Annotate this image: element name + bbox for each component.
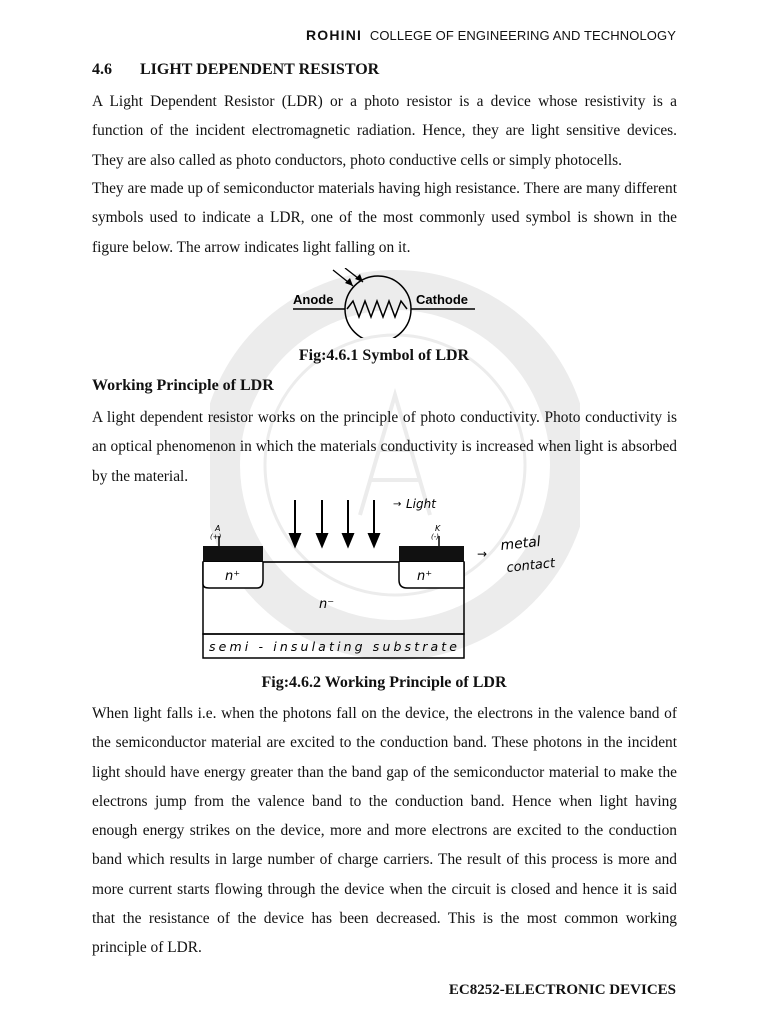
college-brand: ROHINI <box>305 27 363 43</box>
substrate-label: semi - insulating substrate <box>209 639 457 654</box>
right-metal-contact <box>399 546 464 562</box>
college-name: COLLEGE OF ENGINEERING AND TECHNOLOGY <box>369 28 676 43</box>
section-title: LIGHT DEPENDENT RESISTOR <box>140 61 380 78</box>
course-footer: EC8252-ELECTRONIC DEVICES <box>448 982 676 998</box>
resistor-zigzag <box>347 301 407 317</box>
left-n-plus-label: n⁺ <box>225 569 241 584</box>
cathode-terminal-sign: (-) <box>431 533 439 541</box>
cathode-label: Cathode <box>416 292 468 307</box>
anode-terminal-letter: A <box>215 524 221 533</box>
figure1-caption: Fig:4.6.1 Symbol of LDR <box>298 347 470 364</box>
left-metal-contact <box>203 546 263 562</box>
working-paragraph: A light dependent resistor works on the principle of photo conductivity. Photo conductivity is an optical phenomenon in which the materials conductivity is increased when light is absorbed by the material. <box>92 409 677 485</box>
ldr-symbol-figure <box>285 268 485 338</box>
light-arrowhead-1 <box>345 278 353 286</box>
metal-label: metal <box>499 533 542 554</box>
working-principle-heading: Working Principle of LDR <box>92 377 274 394</box>
incident-light-arrowhead-1 <box>290 534 300 546</box>
intro-paragraph-2: They are made up of semiconductor materials having high resistance. There are many different symbols used to indicate a LDR, one of the most commonly used symbol is shown in the figure below. The arrow indicates light falling on it. <box>92 180 677 256</box>
section-number: 4.6 <box>92 61 112 78</box>
n-minus-label: n⁻ <box>319 597 335 612</box>
anode-terminal-sign: (+) <box>210 533 222 541</box>
svg-text:→: → <box>477 547 488 561</box>
ldr-working-figure <box>195 492 585 664</box>
explanation-paragraph: When light falls i.e. when the photons fall on the device, the electrons in the valence band of the semiconductor material are excited to the conduction band. These photons in the incident light should have energy greater than the band gap of the semiconductor material to make the electrons jump from the valence band to the conduction band. Hence when light having enough energy strikes on the device, more and more electrons are excited to the conduction band which results in large number of charge carriers. The result of this process is more and more current starts flowing through the device when the circuit is closed and hence it is said that the resistance of the device has been decreased. This is the most common working principle of LDR. <box>92 705 677 957</box>
intro-paragraph-1: A Light Dependent Resistor (LDR) or a photo resistor is a device whose resistivity is a function of the incident electromagnetic radiation. Hence, they are light sensitive devices. They are also called as photo conductors, photo conductive cells or simply photocells. <box>92 93 677 169</box>
section-heading <box>92 61 379 79</box>
light-arrowhead-2 <box>355 274 363 282</box>
light-label: Light <box>406 497 436 511</box>
figure2-caption: Fig:4.6.2 Working Principle of LDR <box>261 674 507 691</box>
right-n-plus-label: n⁺ <box>417 569 433 584</box>
contact-label: contact <box>505 555 556 576</box>
cathode-terminal-letter: K <box>435 524 441 533</box>
page-header <box>306 27 676 43</box>
incident-light-arrowhead-3 <box>343 534 353 546</box>
incident-light-arrowhead-2 <box>317 534 327 546</box>
svg-text:→: → <box>393 499 402 510</box>
incident-light-arrowhead-4 <box>369 534 379 546</box>
anode-label: Anode <box>293 292 334 307</box>
